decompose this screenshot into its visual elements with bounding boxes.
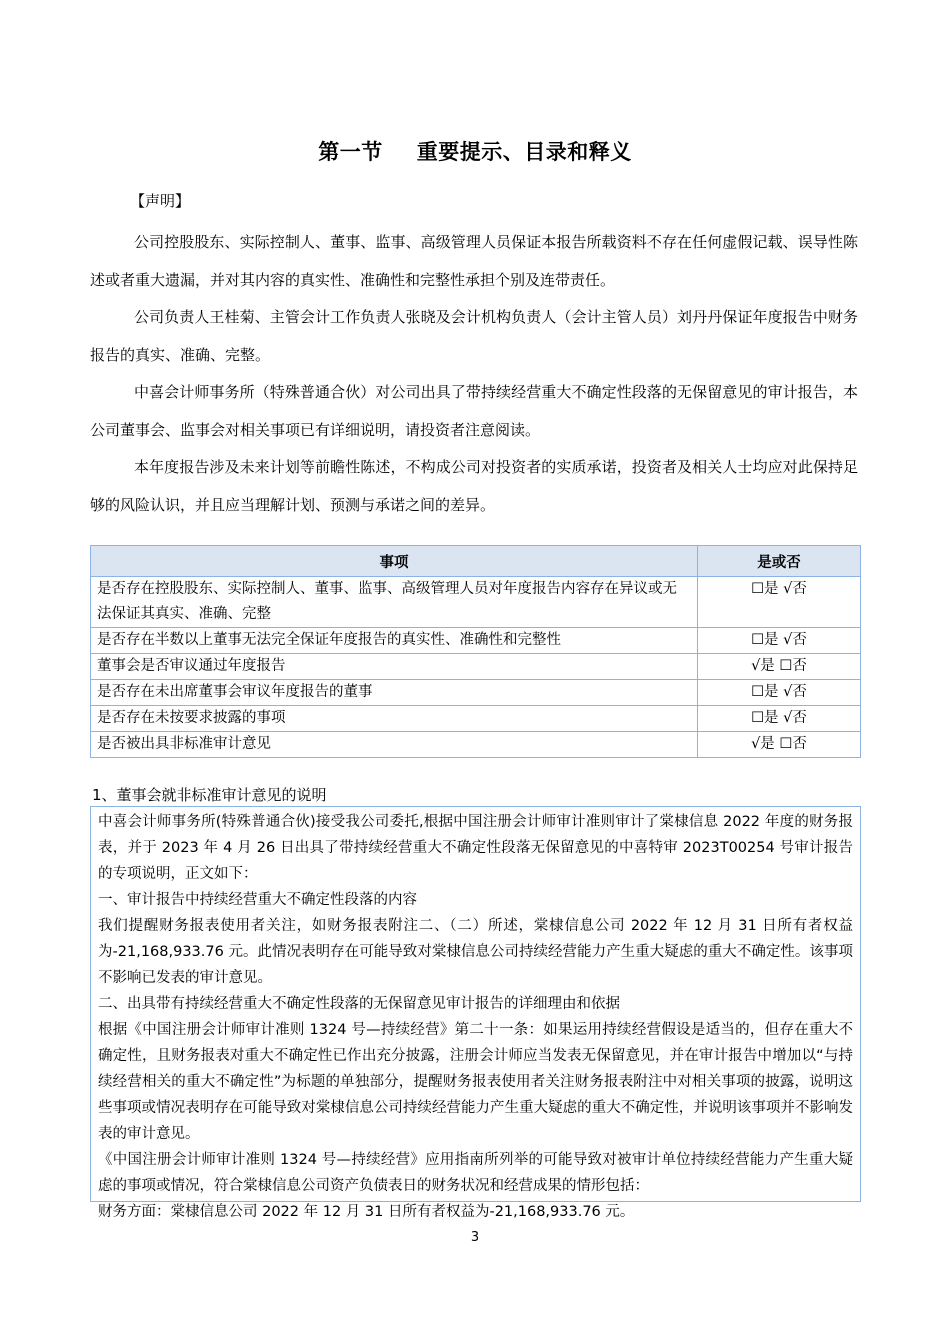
declaration-paragraph: 本年度报告涉及未来计划等前瞻性陈述，不构成公司对投资者的实质承诺，投资者及相关人士均应对此保持足够的风险认识，并且应当理解计划、预测与承诺之间的差异。 [90,458,858,514]
header-item: 事项 [91,546,698,577]
audit-opinion-box [90,806,861,1220]
row-item: 是否存在未按要求披露的事项 [91,706,698,732]
box-paragraph: 我们提醒财务报表使用者关注，如财务报表附注二、（二）所述，棠棣信息公司 2022 年 12 月 31 日所有者权益为-21,168,933.76 元。此情况表明存在可能导致对棠棣信息公司持续经营能力产生重大疑虑的重大不确定性。该事项不影响已发表的审计意见。 [98,918,853,986]
row-answer: ☐是 √否 [698,628,861,654]
row-item: 是否存在半数以上董事无法完全保证年度报告的真实性、准确性和完整性 [91,628,698,654]
row-answer: √是 ☐否 [698,732,861,758]
disclosure-table [90,545,861,758]
row-answer: ☐是 √否 [698,577,861,628]
section-heading: 1、董事会就非标准审计意见的说明 [92,786,327,804]
row-item: 是否存在控股股东、实际控制人、董事、监事、高级管理人员对年度报告内容存在异议或无法保证其真实、准确、完整 [91,577,698,628]
title-part1: 第一节 [318,140,383,164]
box-paragraph: 中喜会计师事务所(特殊普通合伙)接受我公司委托,根据中国注册会计师审计准则审计了棠棣信息 2022 年度的财务报表，并于 2023 年 4 月 26 日出具了带持续经营重大不确定性段落无保留意见的中喜特审 2023T00254 号审计报告的专项说明，正文如下： [98,814,853,882]
box-paragraph: 《中国注册会计师审计准则 1324 号—持续经营》应用指南所列举的可能导致对被审计单位持续经营能力产生重大疑虑的事项或情况，符合棠棣信息公司资产负债表日的财务状况和经营成果的情形包括： [98,1152,853,1194]
row-answer: ☐是 √否 [698,706,861,732]
table-header-row [91,546,861,577]
table-row [91,577,861,628]
table-row [91,654,861,680]
box-paragraph: 财务方面：棠棣信息公司 2022 年 12 月 31 日所有者权益为-21,168,933.76 元。 [98,1204,635,1220]
page-number: 3 [470,1230,480,1245]
row-item: 是否存在未出席董事会审议年度报告的董事 [91,680,698,706]
declaration-paragraph: 公司负责人王桂菊、主管会计工作负责人张晓及会计机构负责人（会计主管人员）刘丹丹保证年度报告中财务报告的真实、准确、完整。 [90,308,858,364]
title-part2: 重要提示、目录和释义 [416,140,632,164]
row-answer: ☐是 √否 [698,680,861,706]
declaration-paragraph: 公司控股股东、实际控制人、董事、监事、高级管理人员保证本报告所载资料不存在任何虚假记载、误导性陈述或者重大遗漏，并对其内容的真实性、准确性和完整性承担个别及连带责任。 [90,233,858,289]
table-row [91,732,861,758]
page-title [0,136,950,166]
row-answer: √是 ☐否 [698,654,861,680]
box-subheading: 一、审计报告中持续经营重大不确定性段落的内容 [98,892,417,908]
table-row [91,706,861,732]
table-row [91,680,861,706]
header-answer: 是或否 [698,546,861,577]
box-subheading: 二、出具带有持续经营重大不确定性段落的无保留意见审计报告的详细理由和依据 [98,996,620,1012]
declaration-paragraph: 中喜会计师事务所（特殊普通合伙）对公司出具了带持续经营重大不确定性段落的无保留意见的审计报告，本公司董事会、监事会对相关事项已有详细说明，请投资者注意阅读。 [90,383,858,439]
box-paragraph: 根据《中国注册会计师审计准则 1324 号—持续经营》第二十一条：如果运用持续经营假设是适当的，但存在重大不确定性，且财务报表对重大不确定性已作出充分披露，注册会计师应当发表无保留意见，并在审计报告中增加以“与持续经营相关的重大不确定性”为标题的单独部分，提醒财务报表使用者关注财务报表附注中对相关事项的披露，说明这些事项或情况表明存在可能导致对棠棣信息公司持续经营能力产生重大疑虑的重大不确定性，并说明该事项并不影响发表的审计意见。 [98,1022,853,1142]
row-item: 董事会是否审议通过年度报告 [91,654,698,680]
row-item: 是否被出具非标准审计意见 [91,732,698,758]
table-row [91,628,861,654]
declaration-heading: 【声明】 [130,192,191,210]
